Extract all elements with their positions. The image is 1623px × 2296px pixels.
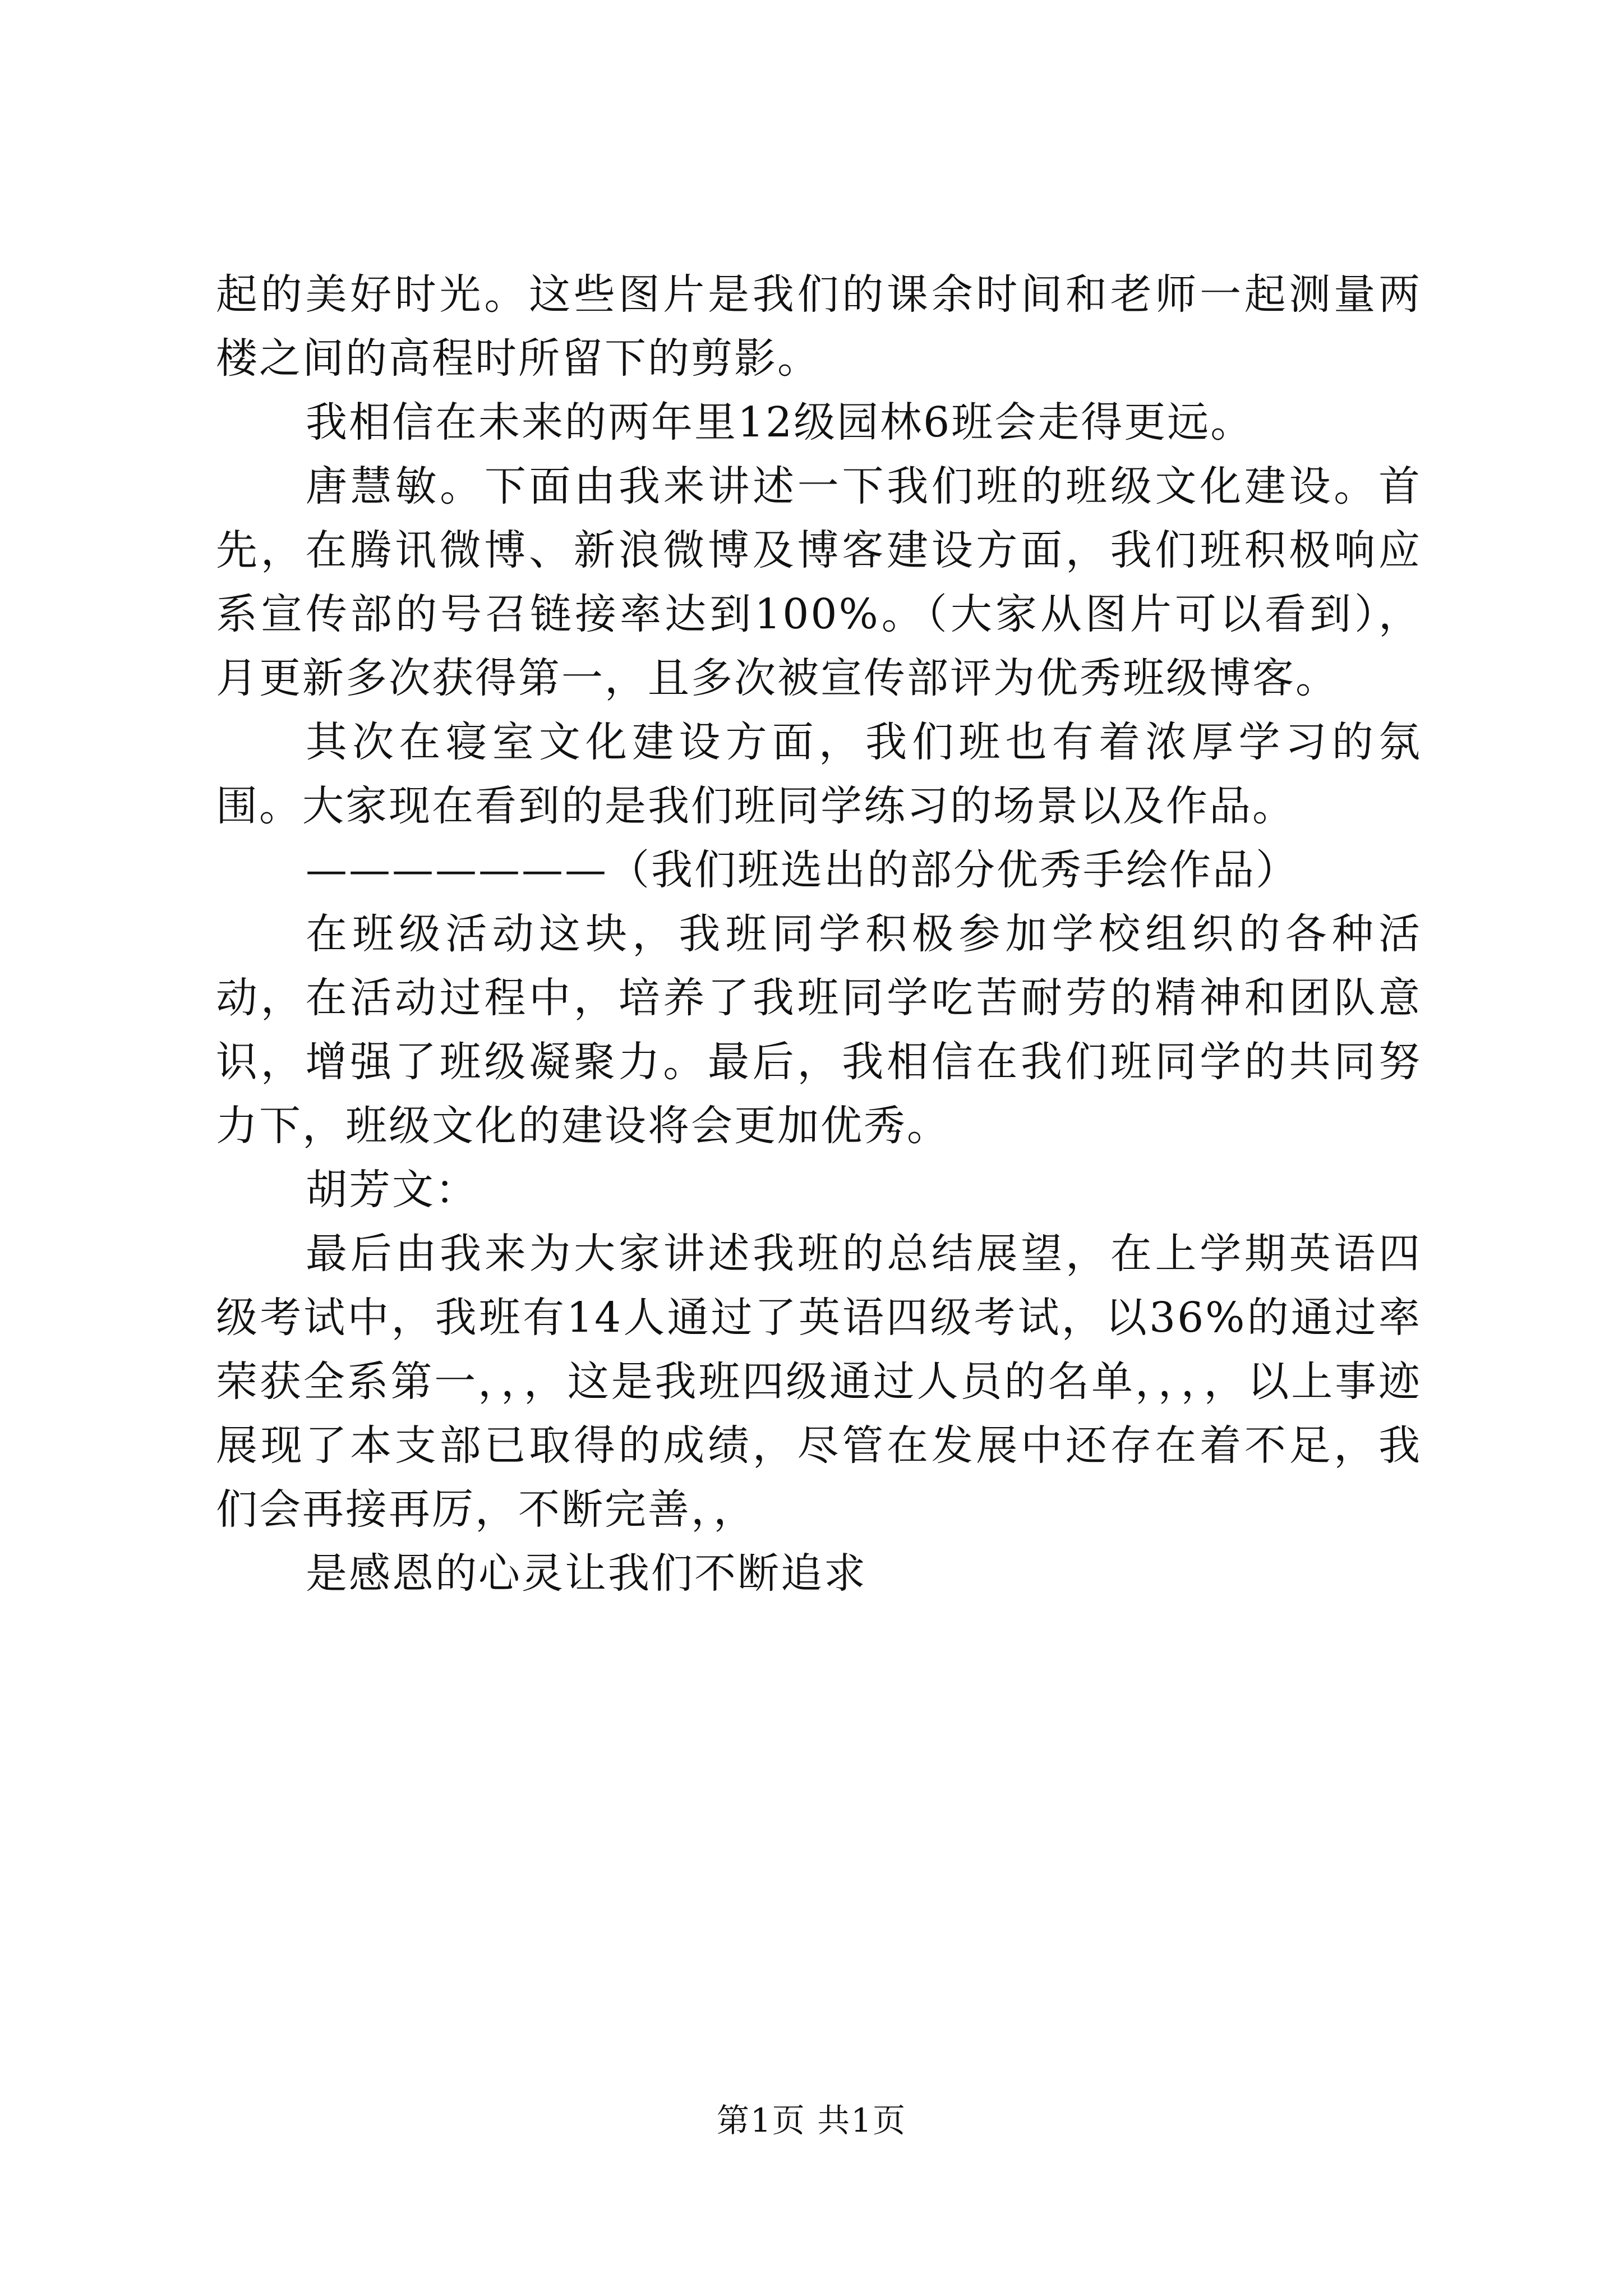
paragraph-class-culture: 唐慧敏。下面由我来讲述一下我们班的班级文化建设。首先，在腾讯微博、新浪微博及博客建设方面，我们班积极响应系宣传部的号召链接率达到100%。（大家从图片可以看到），月更新多次获得第一，且多次被宣传部评为优秀班级博客。 bbox=[216, 462, 1422, 702]
paragraph-continuation: 起的美好时光。这些图片是我们的课余时间和老师一起测量两楼之间的高程时所留下的剪影。 bbox=[216, 270, 1422, 383]
page-footer: 第1页 共1页 bbox=[716, 2101, 907, 2139]
paragraph-summary: 最后由我来为大家讲述我班的总结展望，在上学期英语四级考试中，我班有14人通过了英语四级考试，以36%的通过率荣获全系第一，，，这是我班四级通过人员的名单，，，，以上事迹展现了本支部已取得的成绩，尽管在发展中还存在着不足，我们会再接再厉，不断完善，， bbox=[216, 1230, 1422, 1534]
document-body bbox=[216, 263, 1422, 1605]
paragraph-class-activities: 在班级活动这块，我班同学积极参加学校组织的各种活动，在活动过程中，培养了我班同学吃苦耐劳的精神和团队意识，增强了班级凝聚力。最后，我相信在我们班同学的共同努力下，班级文化的建设将会更加优秀。 bbox=[216, 910, 1422, 1150]
paragraph-speaker-name: 胡芳文： bbox=[306, 1166, 478, 1214]
paragraph-dorm-culture: 其次在寝室文化建设方面，我们班也有着浓厚学习的氛围。大家现在看到的是我们班同学练习的场景以及作品。 bbox=[216, 718, 1422, 830]
paragraph-closing: 是感恩的心灵让我们不断追求 bbox=[306, 1549, 867, 1598]
paragraph-artwork-caption: ———————（我们班选出的部分优秀手绘作品） bbox=[306, 846, 1299, 894]
paragraph-future: 我相信在未来的两年里12级园林6班会走得更远。 bbox=[306, 398, 1254, 447]
